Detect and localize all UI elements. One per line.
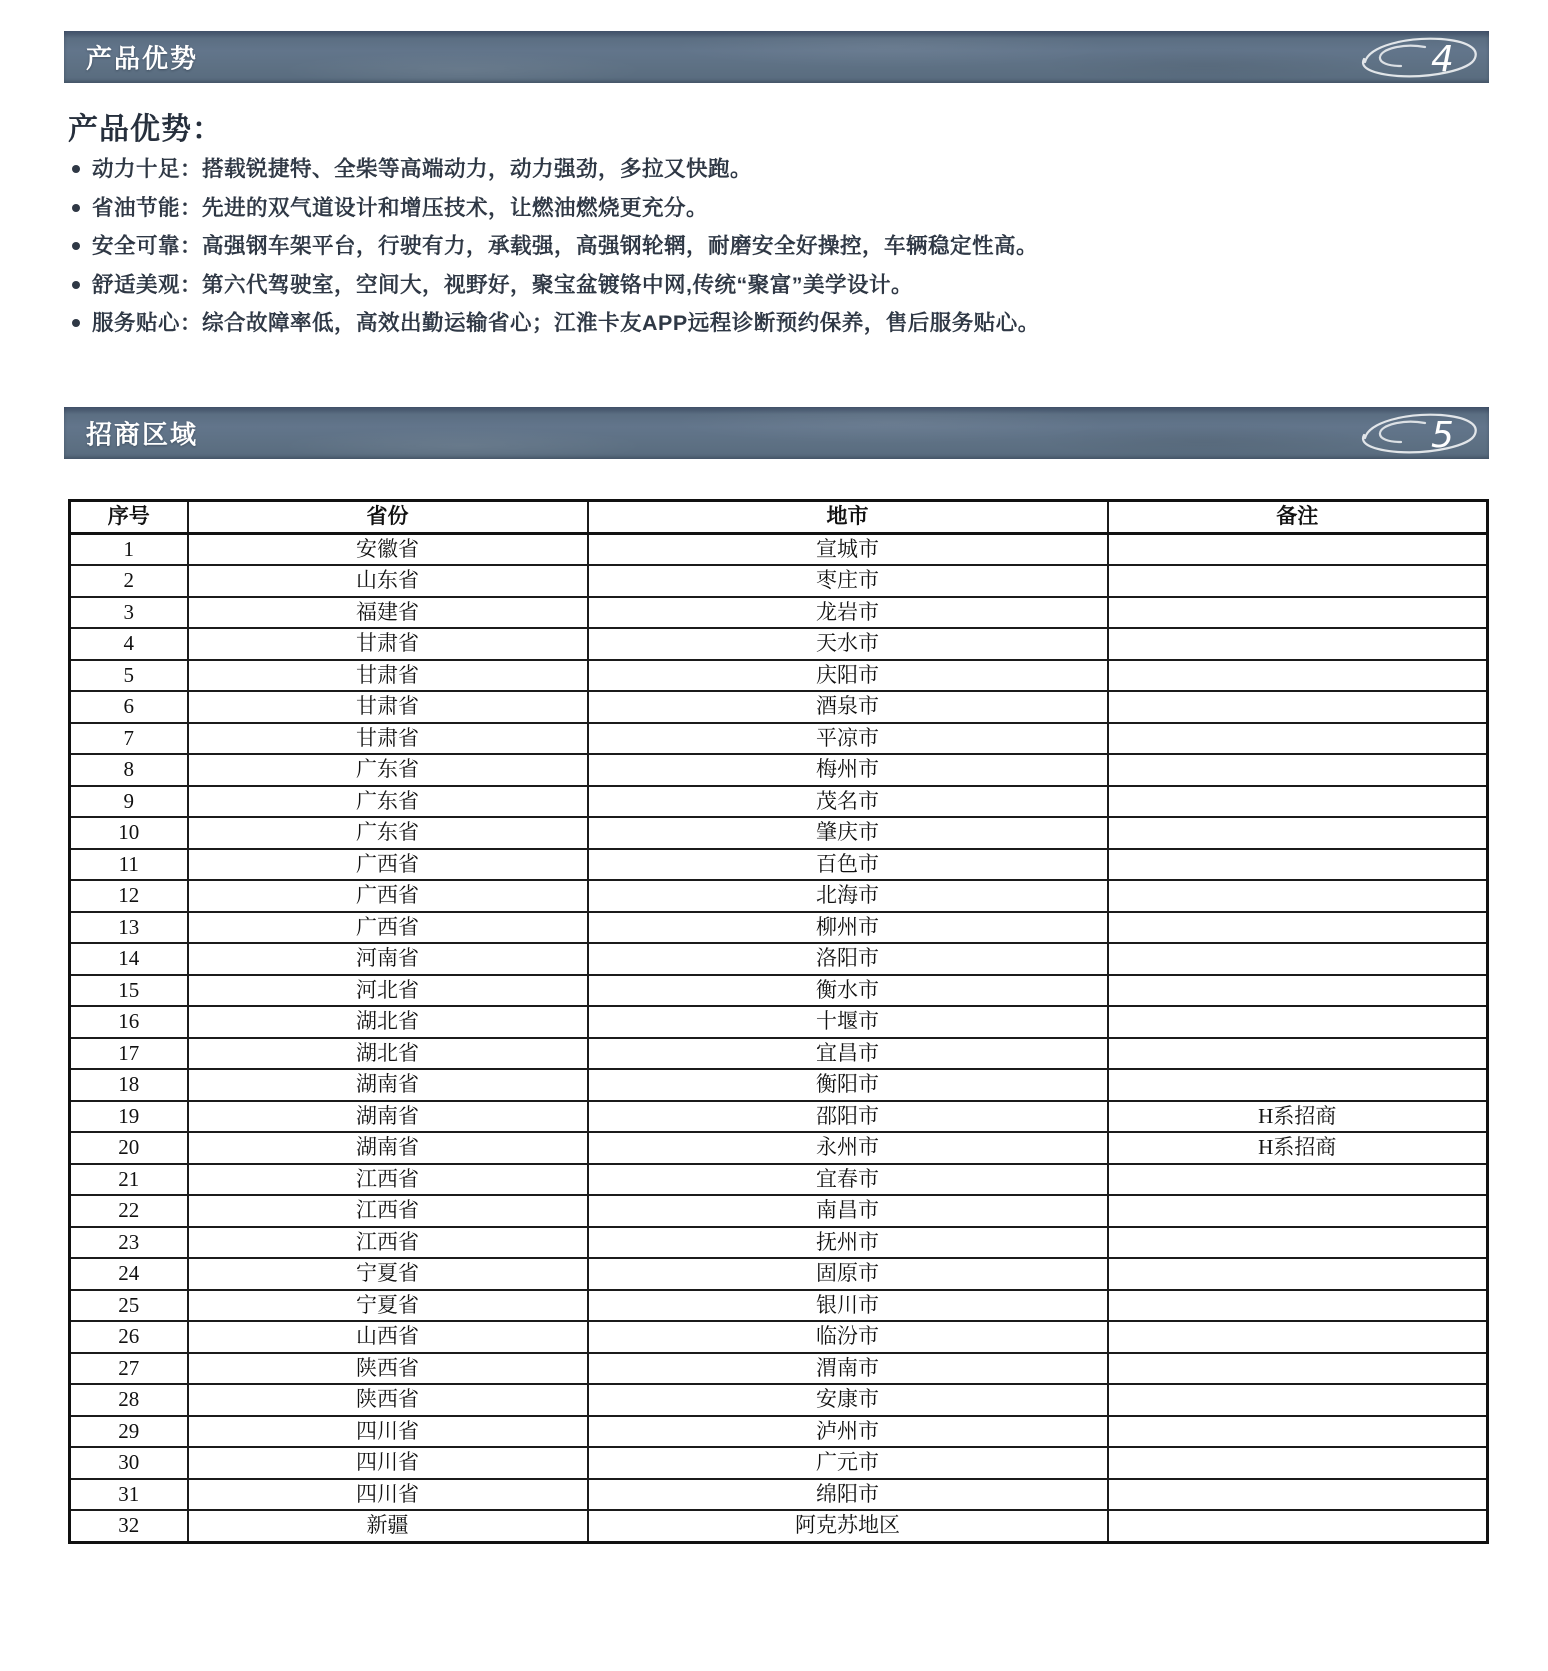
badge-number: 5 <box>1431 415 1454 456</box>
table-row <box>70 628 1488 660</box>
cell-city: 十堰市 <box>588 1006 1108 1038</box>
cell-province: 宁夏省 <box>188 1258 588 1290</box>
table-row <box>70 1069 1488 1101</box>
cell-city: 宜昌市 <box>588 1038 1108 1070</box>
cell-city: 庆阳市 <box>588 660 1108 692</box>
table-row <box>70 1447 1488 1479</box>
column-header-province: 省份 <box>188 501 588 534</box>
cell-note <box>1108 1195 1488 1227</box>
cell-note <box>1108 1069 1488 1101</box>
advantage-text: 搭载锐捷特、全柴等高端动力，动力强劲，多拉又快跑。 <box>202 157 753 181</box>
column-header-index: 序号 <box>70 501 188 534</box>
product-advantages-heading: 产品优势： <box>68 113 223 146</box>
cell-city: 阿克苏地区 <box>588 1510 1108 1542</box>
cell-note <box>1108 1353 1488 1385</box>
table-row <box>70 1510 1488 1542</box>
table-row <box>70 1195 1488 1227</box>
cell-city: 平凉市 <box>588 723 1108 755</box>
cell-note: H系招商 <box>1108 1101 1488 1133</box>
cell-city: 宣城市 <box>588 533 1108 565</box>
cell-province: 四川省 <box>188 1447 588 1479</box>
cell-province: 广西省 <box>188 912 588 944</box>
section-title-product: 产品优势 <box>86 43 199 74</box>
advantage-item <box>70 312 1470 335</box>
table-row <box>70 1416 1488 1448</box>
cell-city: 广元市 <box>588 1447 1108 1479</box>
cell-index: 17 <box>70 1038 188 1070</box>
cell-province: 四川省 <box>188 1416 588 1448</box>
cell-city: 泸州市 <box>588 1416 1108 1448</box>
cell-city: 渭南市 <box>588 1353 1108 1385</box>
cell-index: 21 <box>70 1164 188 1196</box>
table-row <box>70 1258 1488 1290</box>
cell-index: 24 <box>70 1258 188 1290</box>
cell-province: 广东省 <box>188 754 588 786</box>
regions-table-header <box>70 501 1488 534</box>
cell-note <box>1108 723 1488 755</box>
advantage-text: 先进的双气道设计和增压技术，让燃油燃烧更充分。 <box>202 195 709 220</box>
section-title-regions: 招商区域 <box>86 419 199 450</box>
cell-province: 广西省 <box>188 849 588 881</box>
cell-index: 25 <box>70 1290 188 1322</box>
cell-city: 天水市 <box>588 628 1108 660</box>
cell-province: 广东省 <box>188 786 588 818</box>
cell-city: 衡水市 <box>588 975 1108 1007</box>
cell-city: 洛阳市 <box>588 943 1108 975</box>
cell-note <box>1108 1479 1488 1511</box>
cell-note <box>1108 943 1488 975</box>
cell-city: 安康市 <box>588 1384 1108 1416</box>
cell-note <box>1108 849 1488 881</box>
cell-index: 14 <box>70 943 188 975</box>
cell-province: 宁夏省 <box>188 1290 588 1322</box>
bullet-dot-icon <box>72 204 80 212</box>
cell-province: 湖南省 <box>188 1132 588 1164</box>
cell-index: 27 <box>70 1353 188 1385</box>
advantage-label: 动力十足： <box>92 157 203 181</box>
cell-province: 湖南省 <box>188 1101 588 1133</box>
cell-index: 30 <box>70 1447 188 1479</box>
table-row <box>70 943 1488 975</box>
bullet-dot-icon <box>72 242 80 250</box>
table-row <box>70 1132 1488 1164</box>
cell-note <box>1108 691 1488 723</box>
cell-province: 甘肃省 <box>188 723 588 755</box>
table-header-row <box>70 501 1488 534</box>
cell-note <box>1108 1164 1488 1196</box>
advantage-text: 第六代驾驶室，空间大，视野好，聚宝盆镀铬中网,传统“聚富”美学设计。 <box>202 272 913 297</box>
cell-index: 10 <box>70 817 188 849</box>
table-row <box>70 817 1488 849</box>
table-row <box>70 786 1488 818</box>
cell-index: 18 <box>70 1069 188 1101</box>
cell-index: 19 <box>70 1101 188 1133</box>
cell-province: 湖北省 <box>188 1006 588 1038</box>
page-number-badge-4 <box>1351 31 1483 83</box>
page-number-badge-5 <box>1351 407 1483 459</box>
cell-province: 江西省 <box>188 1164 588 1196</box>
cell-note <box>1108 1510 1488 1542</box>
table-row <box>70 1006 1488 1038</box>
cell-province: 安徽省 <box>188 533 588 565</box>
cell-province: 甘肃省 <box>188 660 588 692</box>
cell-index: 22 <box>70 1195 188 1227</box>
cell-note <box>1108 628 1488 660</box>
cell-city: 柳州市 <box>588 912 1108 944</box>
cell-city: 龙岩市 <box>588 597 1108 629</box>
cell-index: 4 <box>70 628 188 660</box>
cell-index: 29 <box>70 1416 188 1448</box>
cell-note <box>1108 1321 1488 1353</box>
table-row <box>70 1164 1488 1196</box>
cell-city: 邵阳市 <box>588 1101 1108 1133</box>
cell-index: 20 <box>70 1132 188 1164</box>
hand-drawn-ellipse-icon <box>1351 407 1483 459</box>
advantage-label: 省油节能： <box>92 195 203 220</box>
cell-note <box>1108 1258 1488 1290</box>
cell-index: 16 <box>70 1006 188 1038</box>
cell-city: 衡阳市 <box>588 1069 1108 1101</box>
advantage-text: 高强钢车架平台，行驶有力，承载强，高强钢轮辋，耐磨安全好操控，车辆稳定性高。 <box>202 234 1039 258</box>
cell-province: 山西省 <box>188 1321 588 1353</box>
table-row <box>70 597 1488 629</box>
cell-city: 银川市 <box>588 1290 1108 1322</box>
bullet-dot-icon <box>72 319 80 327</box>
table-row <box>70 849 1488 881</box>
cell-province: 福建省 <box>188 597 588 629</box>
cell-index: 28 <box>70 1384 188 1416</box>
cell-note <box>1108 1227 1488 1259</box>
regions-table-body <box>70 533 1488 1542</box>
advantage-item <box>70 274 1470 297</box>
cell-index: 7 <box>70 723 188 755</box>
cell-note <box>1108 1038 1488 1070</box>
table-row <box>70 1101 1488 1133</box>
table-row <box>70 565 1488 597</box>
cell-city: 绵阳市 <box>588 1479 1108 1511</box>
cell-province: 湖北省 <box>188 1038 588 1070</box>
cell-province: 甘肃省 <box>188 691 588 723</box>
table-row <box>70 1038 1488 1070</box>
bullet-dot-icon <box>72 281 80 289</box>
cell-index: 2 <box>70 565 188 597</box>
regions-table <box>68 499 1489 1544</box>
cell-index: 3 <box>70 597 188 629</box>
cell-province: 四川省 <box>188 1479 588 1511</box>
cell-note: H系招商 <box>1108 1132 1488 1164</box>
table-row <box>70 533 1488 565</box>
cell-city: 枣庄市 <box>588 565 1108 597</box>
cell-city: 南昌市 <box>588 1195 1108 1227</box>
cell-province: 新疆 <box>188 1510 588 1542</box>
cell-index: 23 <box>70 1227 188 1259</box>
cell-city: 临汾市 <box>588 1321 1108 1353</box>
table-row <box>70 691 1488 723</box>
cell-note <box>1108 565 1488 597</box>
hand-drawn-ellipse-icon <box>1351 31 1483 83</box>
cell-note <box>1108 1447 1488 1479</box>
cell-province: 陕西省 <box>188 1353 588 1385</box>
cell-note <box>1108 1384 1488 1416</box>
section-header-product <box>64 31 1489 83</box>
cell-note <box>1108 1006 1488 1038</box>
cell-index: 13 <box>70 912 188 944</box>
column-header-note: 备注 <box>1108 501 1488 534</box>
table-row <box>70 880 1488 912</box>
cell-province: 山东省 <box>188 565 588 597</box>
advantages-list <box>70 158 1470 351</box>
cell-index: 9 <box>70 786 188 818</box>
cell-province: 河南省 <box>188 943 588 975</box>
table-row <box>70 1353 1488 1385</box>
cell-note <box>1108 1416 1488 1448</box>
cell-index: 1 <box>70 533 188 565</box>
cell-note <box>1108 975 1488 1007</box>
cell-index: 12 <box>70 880 188 912</box>
advantage-text: 综合故障率低，高效出勤运输省心；江淮卡友APP远程诊断预约保养，售后服务贴心。 <box>202 311 1040 335</box>
cell-city: 茂名市 <box>588 786 1108 818</box>
cell-city: 酒泉市 <box>588 691 1108 723</box>
cell-note <box>1108 880 1488 912</box>
table-row <box>70 912 1488 944</box>
cell-note <box>1108 597 1488 629</box>
cell-city: 永州市 <box>588 1132 1108 1164</box>
cell-index: 31 <box>70 1479 188 1511</box>
cell-note <box>1108 817 1488 849</box>
advantage-item <box>70 158 1470 181</box>
table-row <box>70 660 1488 692</box>
cell-city: 固原市 <box>588 1258 1108 1290</box>
advantage-item <box>70 235 1470 258</box>
cell-province: 陕西省 <box>188 1384 588 1416</box>
cell-index: 26 <box>70 1321 188 1353</box>
cell-province: 广西省 <box>188 880 588 912</box>
cell-city: 宜春市 <box>588 1164 1108 1196</box>
advantage-label: 舒适美观： <box>92 272 203 297</box>
cell-province: 湖南省 <box>188 1069 588 1101</box>
advantage-label: 服务贴心： <box>92 311 203 335</box>
cell-city: 百色市 <box>588 849 1108 881</box>
table-row <box>70 1479 1488 1511</box>
cell-index: 15 <box>70 975 188 1007</box>
cell-city: 肇庆市 <box>588 817 1108 849</box>
table-row <box>70 1321 1488 1353</box>
advantage-label: 安全可靠： <box>92 234 203 258</box>
cell-city: 北海市 <box>588 880 1108 912</box>
cell-note <box>1108 660 1488 692</box>
cell-index: 11 <box>70 849 188 881</box>
table-row <box>70 1290 1488 1322</box>
advantage-item <box>70 197 1470 220</box>
cell-province: 河北省 <box>188 975 588 1007</box>
cell-province: 江西省 <box>188 1195 588 1227</box>
table-row <box>70 1227 1488 1259</box>
cell-note <box>1108 533 1488 565</box>
table-row <box>70 975 1488 1007</box>
cell-city: 抚州市 <box>588 1227 1108 1259</box>
cell-note <box>1108 786 1488 818</box>
cell-note <box>1108 912 1488 944</box>
table-row <box>70 754 1488 786</box>
section-header-regions <box>64 407 1489 459</box>
cell-province: 甘肃省 <box>188 628 588 660</box>
cell-index: 5 <box>70 660 188 692</box>
bullet-dot-icon <box>72 165 80 173</box>
cell-index: 8 <box>70 754 188 786</box>
cell-note <box>1108 1290 1488 1322</box>
cell-index: 6 <box>70 691 188 723</box>
cell-index: 32 <box>70 1510 188 1542</box>
badge-number: 4 <box>1431 39 1454 80</box>
cell-note <box>1108 754 1488 786</box>
cell-province: 江西省 <box>188 1227 588 1259</box>
table-row <box>70 723 1488 755</box>
cell-city: 梅州市 <box>588 754 1108 786</box>
table-row <box>70 1384 1488 1416</box>
cell-province: 广东省 <box>188 817 588 849</box>
column-header-city: 地市 <box>588 501 1108 534</box>
